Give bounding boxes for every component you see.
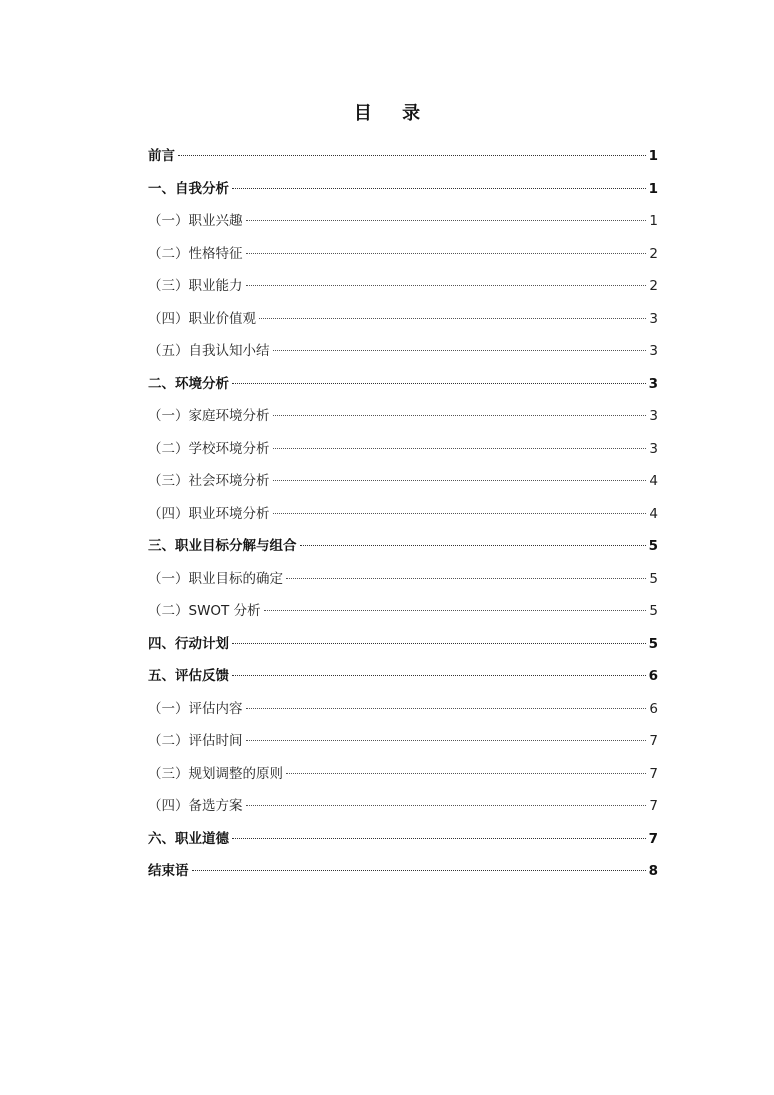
- toc-entry-page-number: 5: [648, 538, 658, 554]
- toc-entry-label: （四）备选方案: [148, 798, 243, 814]
- toc-entry[interactable]: [148, 595, 658, 628]
- dot-leader: [273, 513, 647, 514]
- toc-entry-label: （三）规划调整的原则: [148, 765, 283, 782]
- toc-entry[interactable]: [148, 725, 658, 758]
- toc-entry-label: 三、职业目标分解与组合: [148, 538, 297, 554]
- dot-leader: [286, 773, 646, 774]
- dot-leader: [286, 578, 646, 579]
- toc-entry-label: 四、行动计划: [148, 635, 229, 652]
- toc-entry-page-number: 4: [649, 505, 658, 522]
- toc-entry-page-number: 7: [649, 765, 658, 782]
- dot-leader: [178, 155, 646, 156]
- dot-leader: [246, 805, 647, 806]
- toc-entry-page-number: 8: [648, 863, 658, 879]
- toc-entry[interactable]: [148, 693, 658, 726]
- toc-entry[interactable]: [148, 303, 658, 336]
- toc-entry[interactable]: [148, 433, 658, 466]
- toc-entry[interactable]: [148, 563, 658, 596]
- toc-entry[interactable]: [148, 270, 658, 303]
- toc-entry[interactable]: [148, 400, 658, 433]
- toc-entry-page-number: 3: [648, 375, 658, 392]
- toc-entry-label: 结束语: [148, 863, 189, 879]
- toc-entry-label: （一）职业目标的确定: [148, 570, 283, 587]
- dot-leader: [232, 643, 646, 644]
- dot-leader: [259, 318, 646, 319]
- toc-entry-label: （三）职业能力: [148, 278, 243, 294]
- toc-entry-page-number: 2: [649, 278, 658, 294]
- dot-leader: [273, 350, 647, 351]
- toc-title: 目 录: [353, 103, 433, 124]
- toc-entry-page-number: 3: [649, 343, 658, 359]
- toc-entry-label: （二）SWOT 分析: [148, 603, 261, 619]
- toc-entry-label: （二）学校环境分析: [148, 440, 270, 457]
- dot-leader: [246, 253, 647, 254]
- toc-entry-label: （一）家庭环境分析: [148, 408, 270, 424]
- toc-entry[interactable]: [148, 238, 658, 271]
- toc-entry[interactable]: [148, 335, 658, 368]
- toc-entry[interactable]: [148, 368, 658, 401]
- toc-entry-label: （二）评估时间: [148, 733, 243, 749]
- table-of-contents: [148, 140, 658, 888]
- toc-entry-page-number: 1: [648, 180, 658, 197]
- toc-entry-label: （四）职业环境分析: [148, 505, 270, 522]
- toc-entry-page-number: 7: [649, 733, 658, 749]
- dot-leader: [300, 545, 646, 546]
- dot-leader: [192, 870, 646, 871]
- toc-entry-page-number: 5: [649, 570, 658, 587]
- toc-entry-label: （四）职业价值观: [148, 310, 256, 327]
- dot-leader: [232, 188, 646, 189]
- toc-entry-page-number: 7: [648, 830, 658, 847]
- toc-entry[interactable]: [148, 628, 658, 661]
- dot-leader: [246, 285, 647, 286]
- toc-entry-page-number: 6: [648, 668, 658, 684]
- toc-entry-page-number: 7: [649, 798, 658, 814]
- toc-entry-page-number: 3: [649, 310, 658, 327]
- dot-leader: [246, 708, 647, 709]
- toc-entry[interactable]: [148, 758, 658, 791]
- toc-entry-page-number: 4: [649, 473, 658, 489]
- dot-leader: [232, 675, 646, 676]
- toc-entry-page-number: 3: [649, 408, 658, 424]
- toc-entry-label: 一、自我分析: [148, 180, 229, 197]
- dot-leader: [232, 838, 646, 839]
- dot-leader: [246, 220, 647, 221]
- toc-entry-label: 前言: [148, 148, 175, 164]
- toc-entry-label: 六、职业道德: [148, 830, 229, 847]
- toc-entry[interactable]: [148, 140, 658, 173]
- toc-entry-label: 五、评估反馈: [148, 668, 229, 684]
- toc-entry[interactable]: [148, 855, 658, 888]
- toc-entry-page-number: 1: [649, 213, 658, 229]
- toc-entry-label: （一）职业兴趣: [148, 213, 243, 229]
- toc-entry-page-number: 3: [649, 440, 658, 457]
- toc-entry[interactable]: [148, 530, 658, 563]
- toc-entry-page-number: 5: [649, 603, 658, 619]
- toc-entry[interactable]: [148, 465, 658, 498]
- toc-entry[interactable]: [148, 790, 658, 823]
- toc-entry-page-number: 1: [648, 148, 658, 164]
- toc-entry[interactable]: [148, 823, 658, 856]
- toc-entry-page-number: 2: [649, 245, 658, 262]
- toc-entry-label: （五）自我认知小结: [148, 343, 270, 359]
- toc-entry[interactable]: [148, 205, 658, 238]
- dot-leader: [246, 740, 647, 741]
- toc-entry-label: （一）评估内容: [148, 700, 243, 717]
- toc-entry-label: （二）性格特征: [148, 245, 243, 262]
- dot-leader: [232, 383, 646, 384]
- dot-leader: [273, 480, 647, 481]
- toc-entry[interactable]: [148, 498, 658, 531]
- toc-entry[interactable]: [148, 173, 658, 206]
- dot-leader: [273, 415, 647, 416]
- toc-entry-page-number: 6: [649, 700, 658, 717]
- dot-leader: [264, 610, 647, 611]
- toc-entry-page-number: 5: [648, 635, 658, 652]
- toc-entry[interactable]: [148, 660, 658, 693]
- toc-entry-label: （三）社会环境分析: [148, 473, 270, 489]
- toc-entry-label: 二、环境分析: [148, 375, 229, 392]
- dot-leader: [273, 448, 647, 449]
